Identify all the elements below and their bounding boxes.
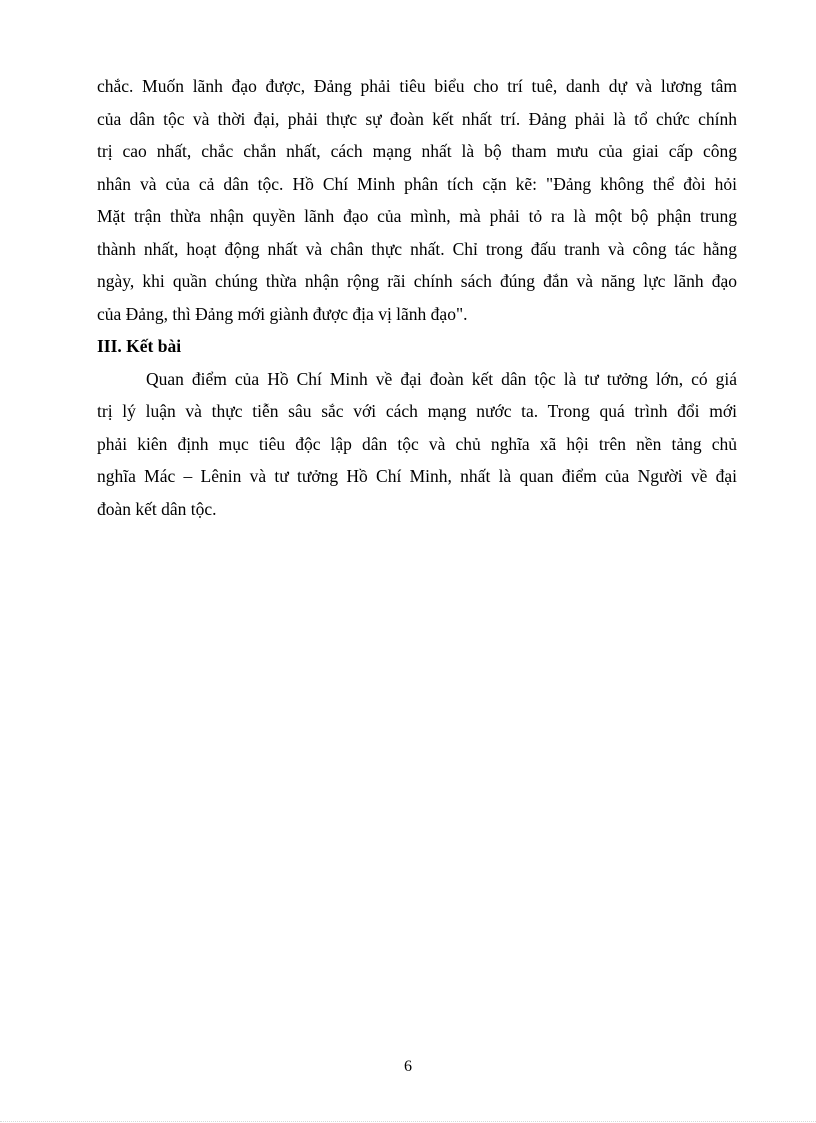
text-line: nhân và của cả dân tộc. Hồ Chí Minh phân tích cặn kẽ: "Đảng không thể đòi hỏi: [97, 173, 737, 194]
text-line: thành nhất, hoạt động nhất và chân thực nhất. Chỉ trong đấu tranh và công tác hằng: [97, 238, 737, 259]
text-line: trị lý luận và thực tiễn sâu sắc với cách mạng nước ta. Trong quá trình đổi mới: [97, 401, 737, 421]
text-line: của Đảng, thì Đảng mới giành được địa vị lãnh đạo".: [97, 303, 468, 324]
paragraph-leadership: [97, 70, 737, 330]
page-number: 6: [404, 1058, 412, 1075]
text-line: ngày, khi quần chúng thừa nhận rộng rãi chính sách đúng đắn và năng lực lãnh đạo: [97, 271, 737, 291]
text-line: phải kiên định mục tiêu độc lập dân tộc và chủ nghĩa xã hội trên nền tảng chủ: [97, 433, 737, 454]
text-line: Mặt trận thừa nhận quyền lãnh đạo của mình, mà phải tỏ ra là một bộ phận trung: [97, 206, 737, 226]
text-line: của dân tộc và thời đại, phải thực sự đoàn kết nhất trí. Đảng phải là tổ chức chính: [97, 108, 737, 129]
paragraph-conclusion: [97, 363, 737, 526]
page-content: [97, 70, 737, 525]
section-heading: III. Kết bài: [97, 336, 182, 356]
text-line: nghĩa Mác – Lênin và tư tưởng Hồ Chí Minh, nhất là quan điểm của Người về đại: [97, 466, 737, 486]
text-line: chắc. Muốn lãnh đạo được, Đảng phải tiêu biểu cho trí tuê, danh dự và lương tâm: [97, 76, 737, 96]
text-line: trị cao nhất, chắc chắn nhất, cách mạng nhất là bộ tham mưu của giai cấp công: [97, 141, 737, 161]
text-line: Quan điểm của Hồ Chí Minh về đại đoàn kết dân tộc là tư tưởng lớn, có giá: [146, 368, 737, 389]
page-edge-divider: [0, 1121, 816, 1122]
text-line: đoàn kết dân tộc.: [97, 498, 217, 519]
